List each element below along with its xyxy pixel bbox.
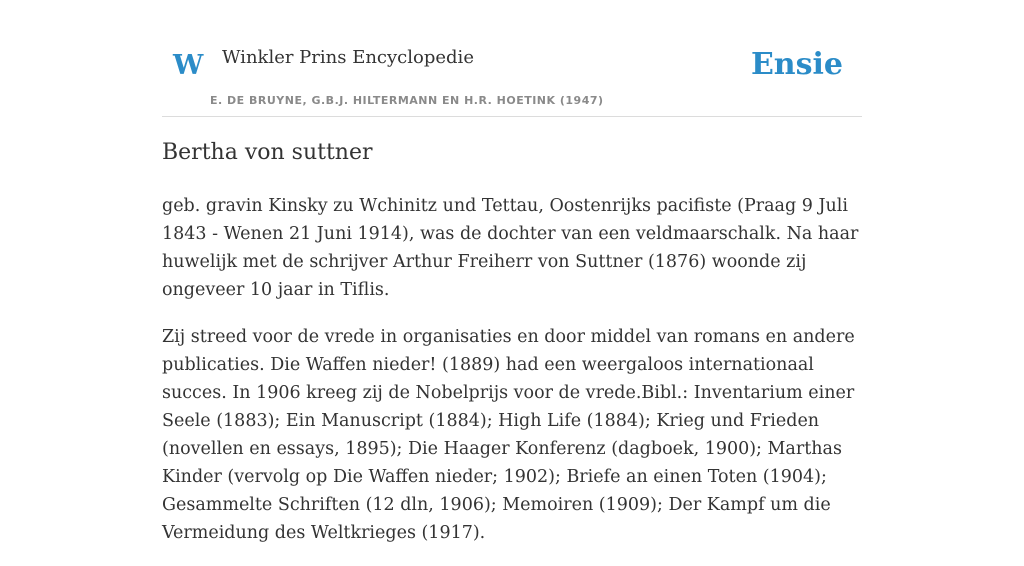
article-paragraph: Zij streed voor de vrede in organisaties en door middel van romans en andere publicaties. Die Waffen nieder! (1889) had een weergaloos internationaal succes. In 1906 kreeg zij de Nobelprijs voor de vrede.Bibl.: Inventarium einer Seele (1883); Ein Manuscript (1884); High Life (1884); Krieg und Frieden (novellen en essays, 1895); Die Haager Konferenz (dagboek, 1900); Marthas Kinder (vervolg op Die Waffen nieder; 1902); Briefe an einen Toten (1904); Gesammelte Schriften (12 dln, 1906); Memoiren (1909); Der Kampf um die Vermeidung des Weltkrieges (1917). [162, 327, 855, 543]
winkler-prins-logo-icon[interactable]: W [173, 50, 204, 81]
source-authors: E. DE BRUYNE, G.B.J. HILTERMANN EN H.R. HOETINK (1947) [210, 94, 604, 107]
ensie-logo-link[interactable]: Ensie [750, 47, 843, 82]
source-header [162, 30, 862, 117]
article-paragraph: geb. gravin Kinsky zu Wchinitz und Tettau, Oostenrijks pacifiste (Praag 9 Juli 1843 - Wenen 21 Juni 1914), was de dochter van een veldmaarschalk. Na haar huwelijk met de schrijver Arthur Freiherr von Suttner (1876) woonde zij ongeveer 10 jaar in Tiflis. [162, 196, 859, 300]
article-title: Bertha von suttner [162, 140, 373, 165]
source-title[interactable]: Winkler Prins Encyclopedie [222, 47, 474, 68]
article-body [162, 192, 862, 566]
